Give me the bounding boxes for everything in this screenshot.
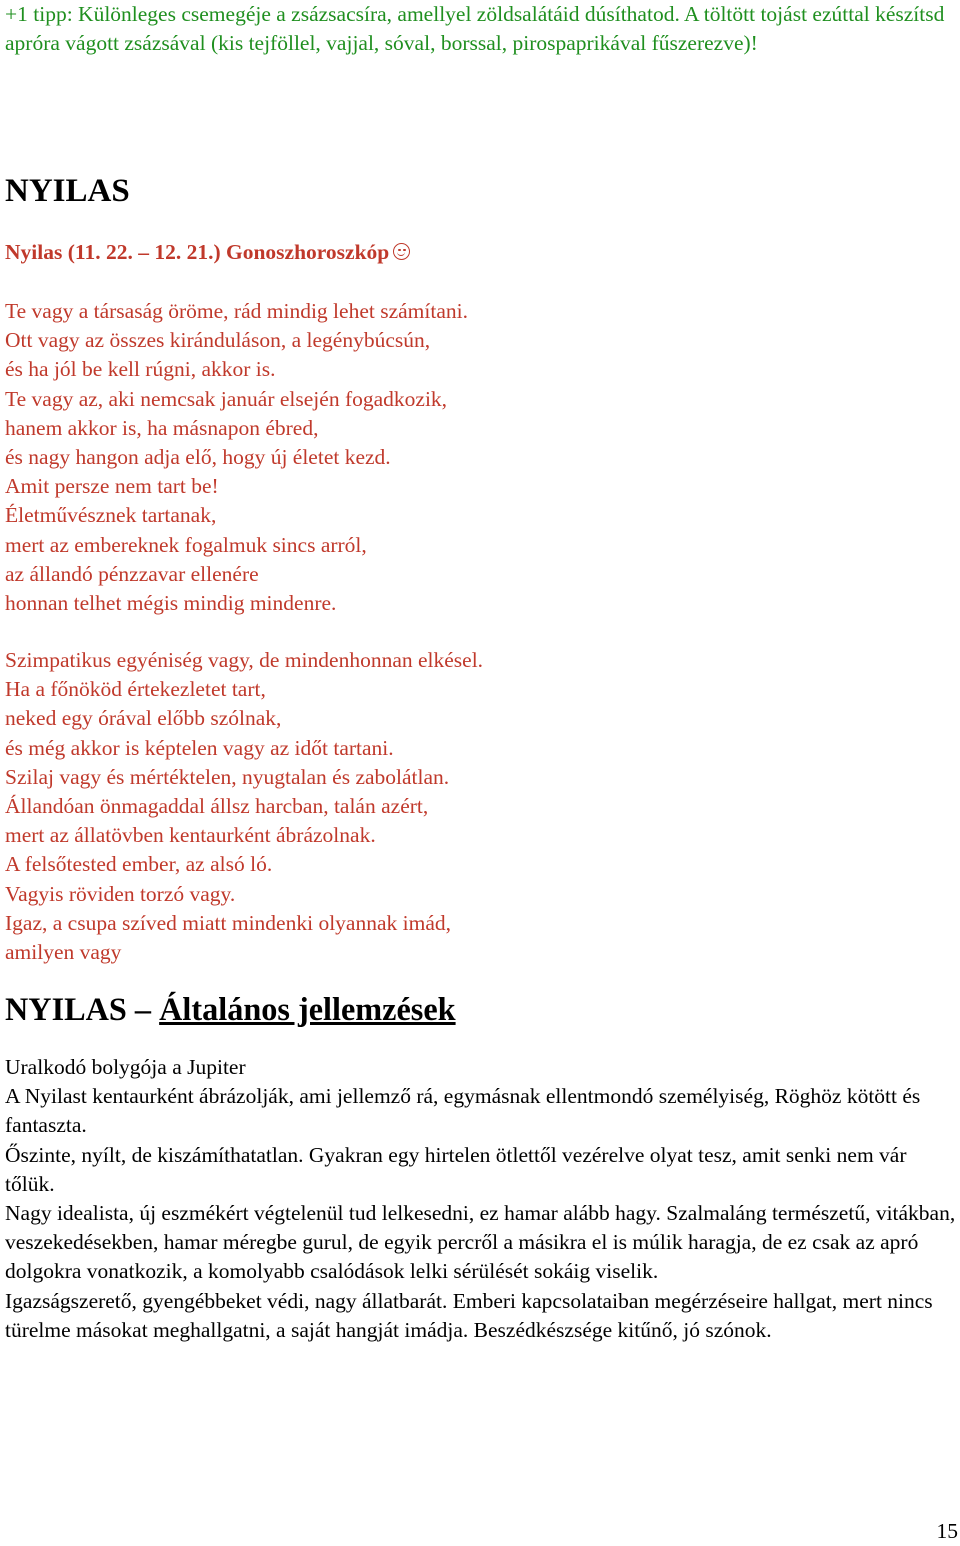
poem-line: Te vagy az, aki nemcsak január elsején fogadkozik, [5,386,448,411]
general-paragraph: Nagy idealista, új eszmékért végtelenül tud lelkesedni, ez hamar alább hagy. Szalmaláng természetű, vitákban, veszekedésekben, hamar méregbe gurul, de egyik percről a másikra el is múlik haragja, de ez csak az apró dolgokra vonatkozik, a komolyabb csalódások lelki sérülését sokáig viselik. [5,1201,956,1284]
poem-line: Ha a főnököd értekezletet tart, [5,677,266,702]
poem-line: A felsőtested ember, az alsó ló. [5,852,273,877]
poem-line: mert az embereknek fogalmuk sincs arról, [5,532,367,557]
general-paragraph: Őszinte, nyílt, de kiszámíthatatlan. Gyakran egy hirtelen ötlettől vezérelve olyat tesz, amit senki nem vár tőlük. [5,1142,907,1196]
poem-line: honnan telhet mégis mindig mindenre. [5,591,337,616]
horoscope-subheading [5,238,410,267]
poem-line: és nagy hangon adja elő, hogy új életet kezd. [5,445,391,470]
section-heading-prefix: NYILAS – [5,991,160,1027]
poem-line: Állandóan önmagaddal állsz harcban, talán azért, [5,794,429,819]
general-paragraph: Uralkodó bolygója a Jupiter [5,1055,246,1079]
poem-part-2 [5,646,955,967]
poem-line: Ott vagy az összes kiránduláson, a legénybúcsún, [5,328,431,353]
page-number: 15 [936,1519,958,1543]
poem-part-1 [5,297,955,618]
poem-line: és még akkor is képtelen vagy az időt tartani. [5,735,394,760]
poem-line: Szilaj vagy és mértéktelen, nyugtalan és zabolátlan. [5,764,450,789]
tip-paragraph: +1 tipp: Különleges csemegéje a zsázsacsíra, amellyel zöldsalátáid dúsíthatod. A töltött tojást ezúttal készítsd apróra vágott zsázsával (kis tejföllel, vajjal, sóval, borssal, pirospaprikával fűszerezve)! [5,2,945,56]
smiley-face-icon [393,243,410,260]
general-paragraph: A Nyilast kentaurként ábrázolják, ami jellemző rá, egymásnak ellentmondó személyiség, Röghöz kötött és fantaszta. [5,1084,921,1138]
general-paragraph: Igazságszerető, gyengébbeket védi, nagy állatbarát. Emberi kapcsolataiban megérzéseire hallgat, mert nincs türelme másokat meghallgatni, a saját hangját imádja. Beszédkészsége kitűnő, jó szónok. [5,1288,933,1342]
poem-line: amilyen vagy [5,940,122,965]
section-heading [5,991,456,1027]
poem-line: Vagyis röviden torzó vagy. [5,881,236,906]
poem-line: Életművésznek tartanak, [5,503,217,528]
poem-line: az állandó pénzzavar ellenére [5,561,259,586]
poem-line: Igaz, a csupa szíved miatt mindenki olyannak imád, [5,910,451,935]
poem-line: neked egy órával előbb szólnak, [5,706,282,731]
poem-line: hanem akkor is, ha másnapon ébred, [5,415,319,440]
subheading-text: Nyilas (11. 22. – 12. 21.) Gonoszhoroszkóp [5,240,390,264]
general-characteristics [5,1053,960,1345]
section-heading-title: Általános jellemzések [159,991,456,1027]
poem-line: mert az állatövben kentaurként ábrázolnak. [5,823,376,848]
poem-line: Te vagy a társaság öröme, rád mindig lehet számítani. [5,299,468,323]
document-page [5,0,960,1342]
poem-line: és ha jól be kell rúgni, akkor is. [5,357,276,382]
page-title: NYILAS [5,173,130,209]
poem-line: Amit persze nem tart be! [5,474,219,499]
poem-line: Szimpatikus egyéniség vagy, de mindenhonnan elkésel. [5,648,484,672]
